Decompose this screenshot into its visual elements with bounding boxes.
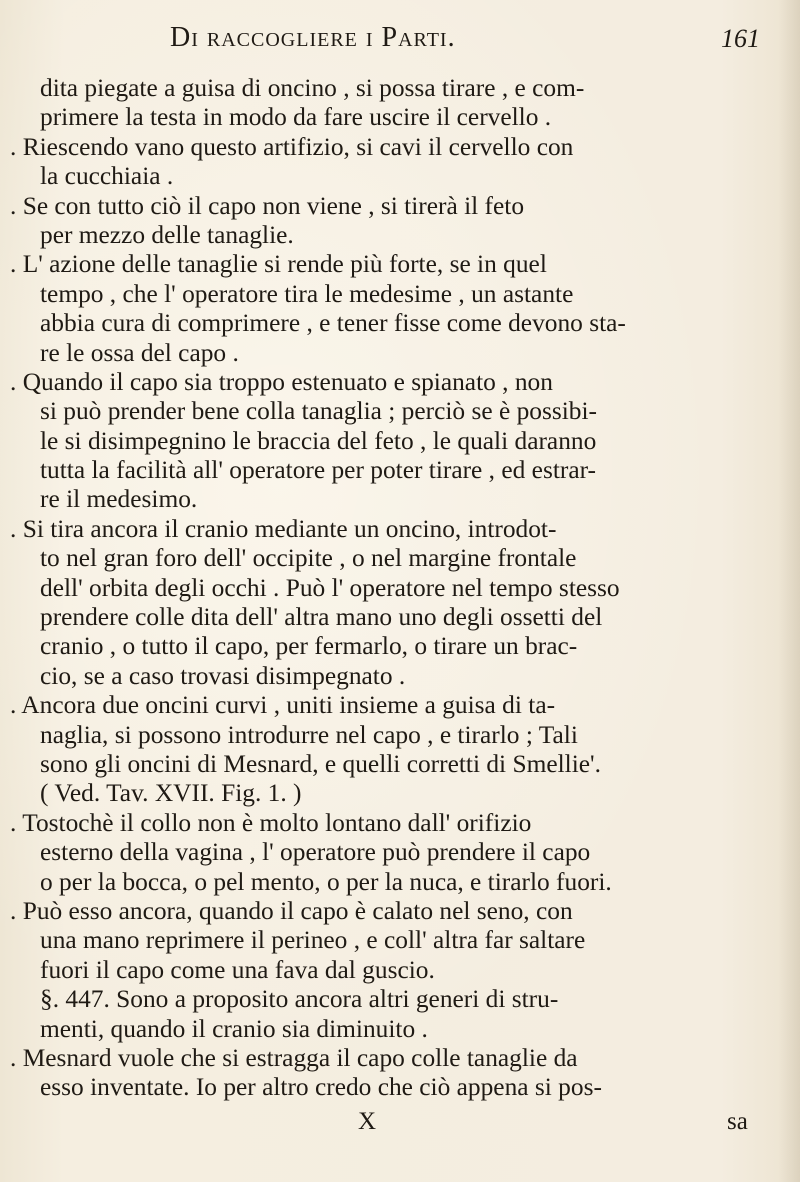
- text-line: una mano reprimere il perineo , e coll' altra far saltare: [40, 926, 586, 955]
- text-line: dell' orbita degli occhi . Può l' operatore nel tempo stesso: [40, 573, 620, 602]
- text-line: re le ossa del capo .: [40, 338, 239, 367]
- text-line: . Mesnard vuole che si estragga il capo colle tanaglie da: [10, 1043, 578, 1072]
- text-line: . Si tira ancora il cranio mediante un oncino, introdot-: [10, 514, 557, 543]
- signature-mark: X: [358, 1108, 377, 1135]
- text-line: esterno della vagina , l' operatore può prendere il capo: [40, 838, 591, 867]
- text-line: cranio , o tutto il capo, per fermarlo, o tirare un brac-: [40, 632, 578, 661]
- text-line: naglia, si possono introdurre nel capo , e tirarlo ; Tali: [40, 720, 578, 749]
- text-line: re il medesimo.: [40, 485, 198, 514]
- text-line: . Se con tutto ciò il capo non viene , si tirerà il feto: [10, 191, 525, 220]
- text-line: tempo , che l' operatore tira le medesime , un astante: [40, 279, 574, 308]
- text-line: fuori il capo come una fava dal guscio.: [40, 955, 435, 984]
- text-line: to nel gran foro dell' occipite , o nel margine frontale: [40, 544, 577, 573]
- page-edge-shadow: [778, 0, 800, 1182]
- text-line: o per la bocca, o pel mento, o per la nuca, e tirarlo fuori.: [40, 867, 612, 896]
- text-line: si può prender bene colla tanaglia ; perciò se è possibi-: [40, 397, 597, 426]
- text-line: cio, se a caso trovasi disimpegnato .: [40, 661, 406, 690]
- running-head: [170, 22, 770, 62]
- text-line: tutta la facilità all' operatore per poter tirare , ed estrar-: [40, 456, 597, 485]
- text-line: esso inventate. Io per altro credo che ciò appena si pos-: [40, 1073, 602, 1102]
- page-footer: [0, 1108, 800, 1142]
- running-head-title: Di raccogliere i Parti.: [170, 22, 456, 53]
- text-line: per mezzo delle tanaglie.: [40, 220, 294, 249]
- text-line: abbia cura di comprimere , e tener fisse come devono sta-: [40, 309, 626, 338]
- text-line: menti, quando il cranio sia diminuito .: [40, 1014, 428, 1043]
- text-line: §. 447. Sono a proposito ancora altri generi di stru-: [40, 985, 559, 1014]
- text-line: . Riescendo vano questo artifizio, si cavi il cervello con: [10, 132, 574, 161]
- text-line: dita piegate a guisa di oncino , si possa tirare , e com-: [40, 74, 585, 102]
- text-line: . Quando il capo sia troppo estenuato e spianato , non: [10, 367, 553, 396]
- text-line: la cucchiaia .: [40, 162, 174, 191]
- text-line: . Può esso ancora, quando il capo è calato nel seno, con: [10, 896, 573, 925]
- text-line: ( Ved. Tav. XVII. Fig. 1. ): [40, 779, 302, 808]
- body-text: [10, 74, 770, 1103]
- text-line: prendere colle dita dell' altra mano uno degli ossetti del: [40, 603, 603, 632]
- text-line: . L' azione delle tanaglie si rende più forte, se in quel: [10, 250, 547, 279]
- text-line: primere la testa in modo da fare uscire il cervello .: [40, 103, 552, 132]
- text-line: . Ancora due oncini curvi , uniti insieme a guisa di ta-: [10, 691, 556, 720]
- page-number: 161: [721, 24, 760, 53]
- text-line: . Tostochè il collo non è molto lontano dall' orifizio: [10, 808, 532, 837]
- text-line: sono gli oncini di Mesnard, e quelli corretti di Smellie'.: [40, 749, 601, 778]
- text-line: le si disimpegnino le braccia del feto , le quali daranno: [40, 426, 597, 455]
- catchword: sa: [727, 1108, 748, 1135]
